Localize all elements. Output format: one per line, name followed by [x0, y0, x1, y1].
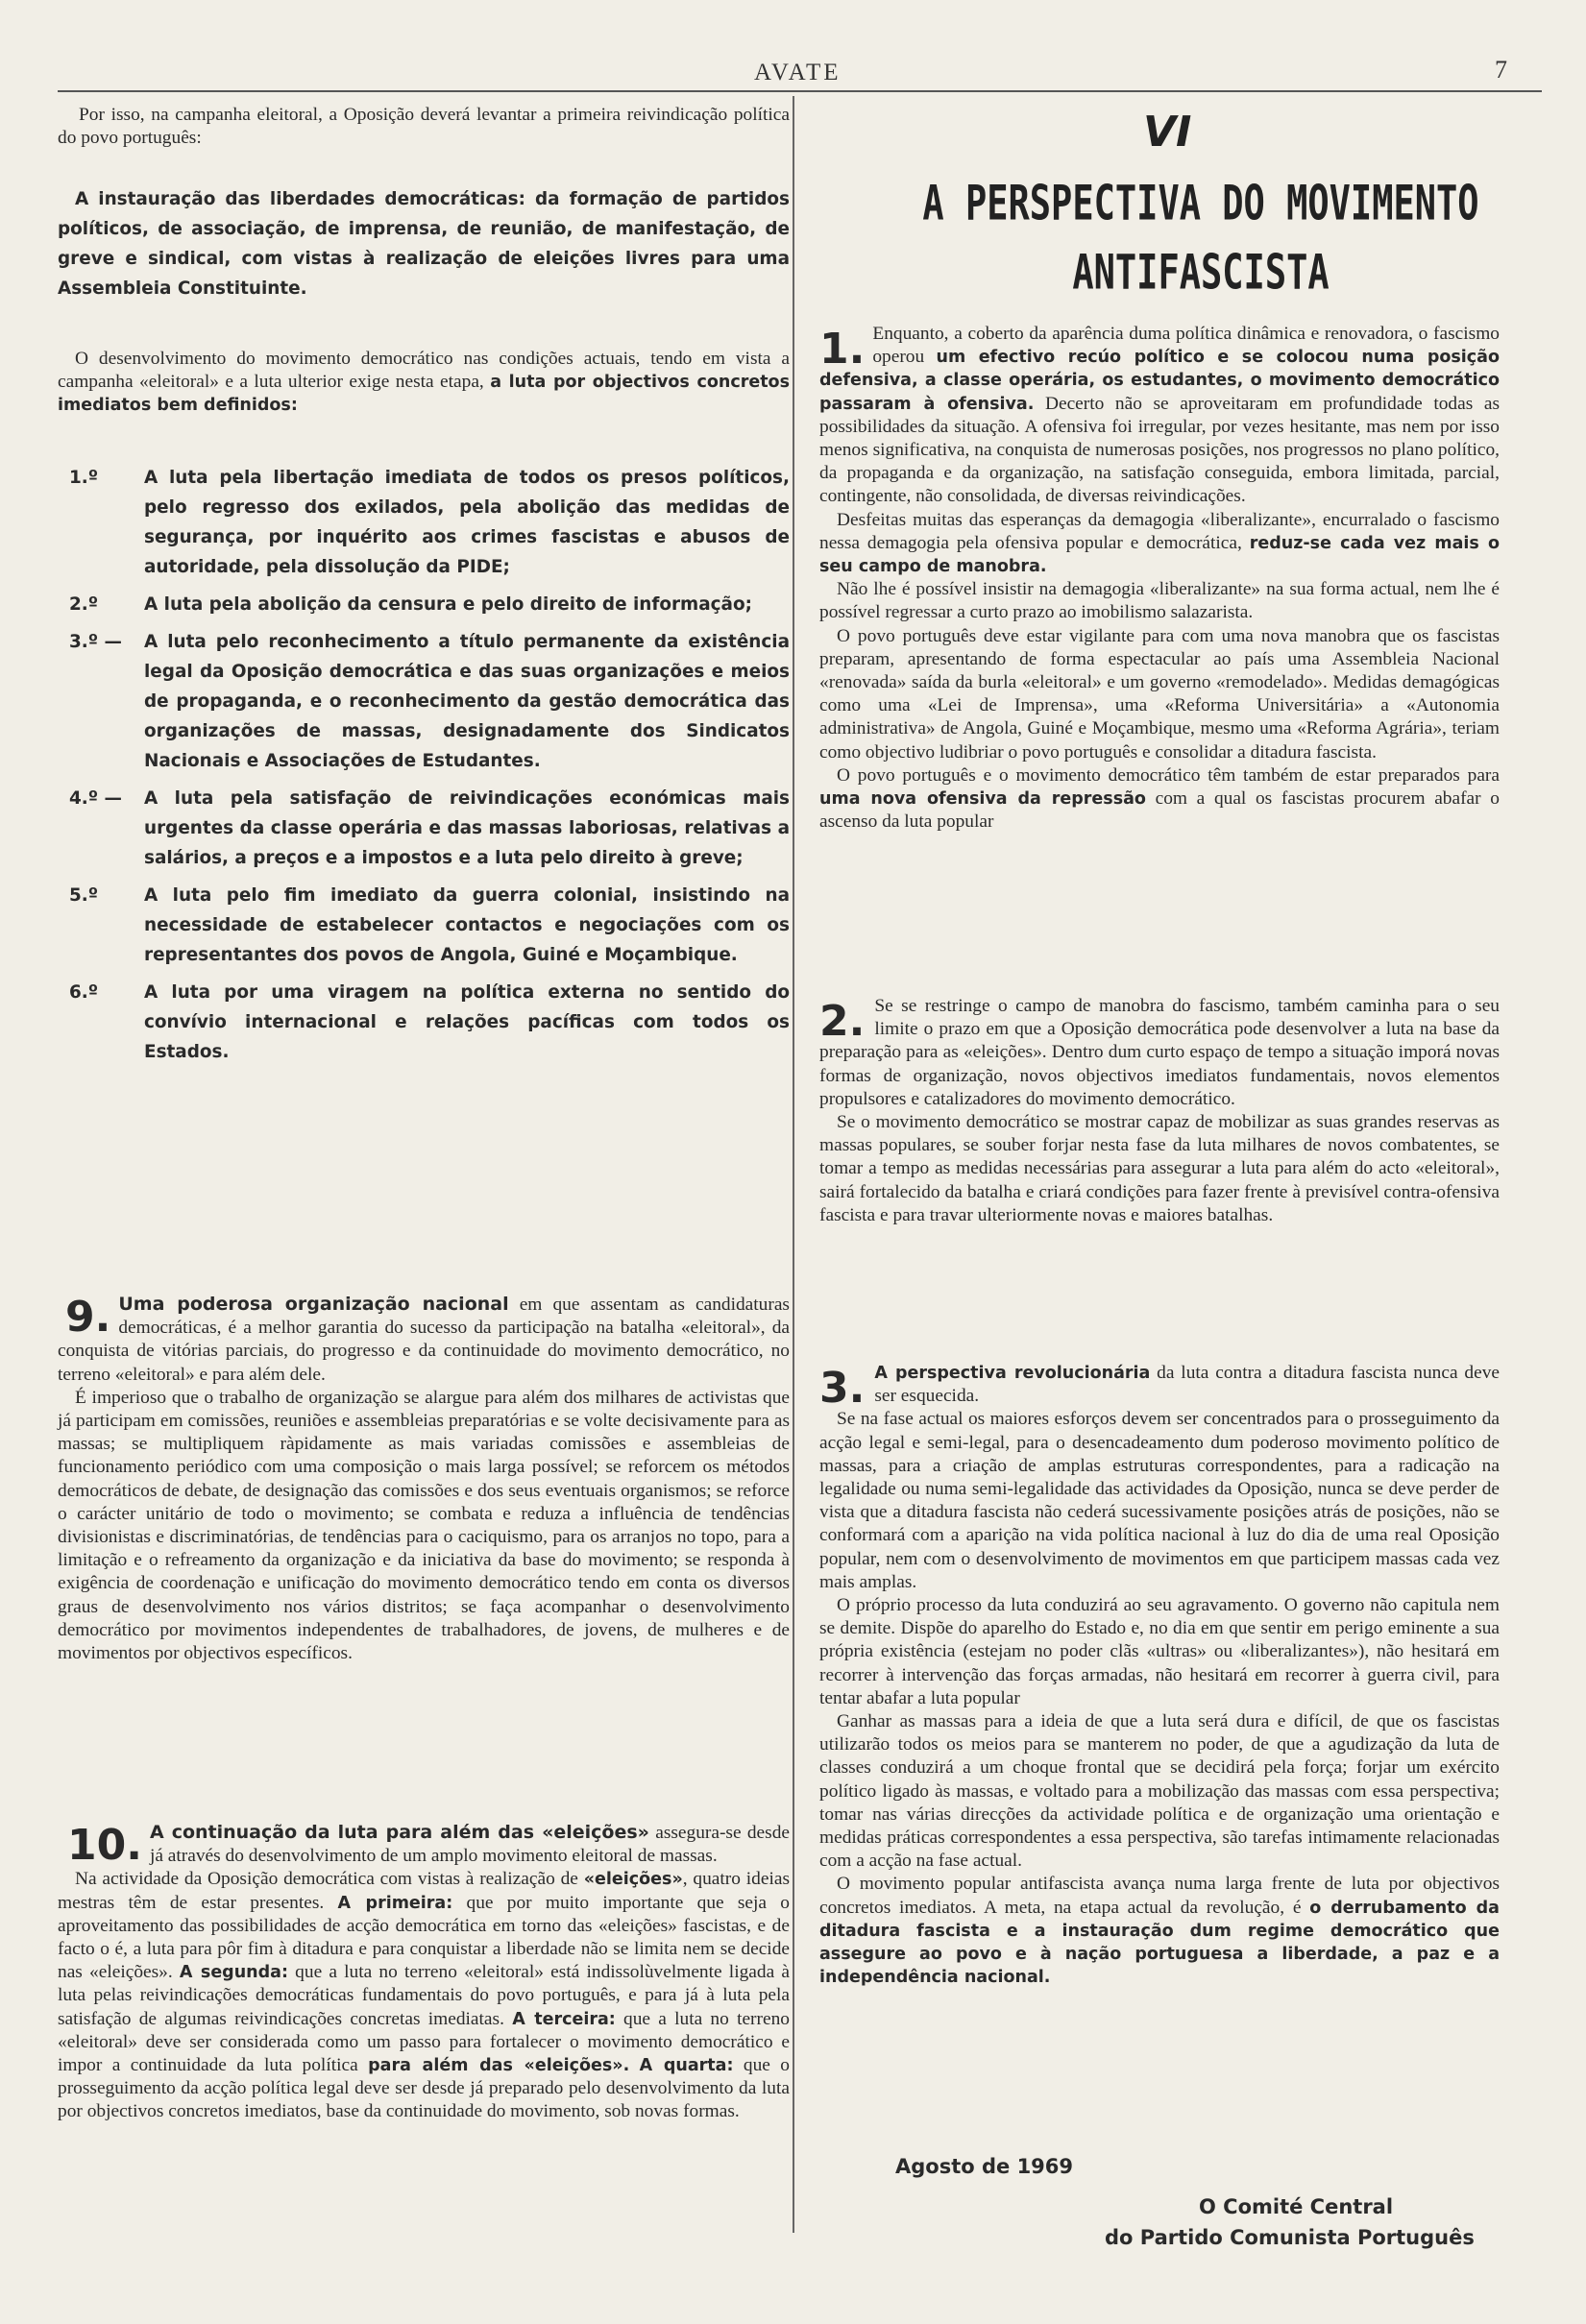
list-item-text: A luta pela abolição da censura e pelo direito de informação; — [144, 594, 752, 615]
list-item — [69, 463, 790, 582]
list-item-number: 4.º — — [69, 788, 122, 809]
article-title-line2: ANTIFASCISTA — [1072, 244, 1330, 301]
text-span: com a qual os fascistas procurem abafar o ascenso da luta popular — [819, 788, 1500, 833]
signature-line-1: O Comité Central — [1199, 2195, 1394, 2218]
section-3-paragraph-2: Se na fase actual os maiores esforços devem ser concentrados para o prosseguimento da acção legal e semi-legal, para o desencadeamento dum poderoso movimento político de massas, para a criação de amplas estruturas correspondentes, para a radicação na legalidade ou numa semi-legalidade das actividades da Oposição, nunca se deve perder de vista que a ditadura fascista não cederá sucessivamente posições atrás de posições, não se conformará com a aparição na vida política nacional à luz do dia de uma real Oposição popular, nem com o desenvolvimento de movimentos em que participem massas cada vez mais amplas. — [819, 1409, 1500, 1592]
list-item-number: 5.º — [69, 885, 99, 906]
text-span-bold: um efectivo recúo político e se colocou numa posição defensiva, a classe operária, os estudantes, o movimento democrático passaram à ofensiva. — [819, 348, 1501, 414]
signature-line-2: do Partido Comunista Português — [1105, 2226, 1475, 2249]
development-emphasis: a luta por objectivos concretos imediatos bem definidos: — [58, 373, 790, 416]
list-item-number: 1.º — [69, 468, 99, 488]
text-span-bold: A primeira: — [337, 1893, 453, 1913]
text-span-bold: «eleições» — [583, 1870, 683, 1890]
article-title-line1: A PERSPECTIVA DO MOVIMENTO — [922, 175, 1479, 231]
list-item — [69, 978, 790, 1067]
text-span: que o prosseguimento da acção política legal deve ser desde já preparado pelo desenvolvimento da luta por objectivos concretos imediatos, base da continuidade do movimento, sob novas formas. — [58, 2055, 790, 2122]
section-3-paragraph-5 — [819, 1873, 1500, 1989]
text-span-bold: o derrubamento da ditadura fascista e a instauração dum regime democrático que assegure ao povo e à nação portuguesa a liberdade, a paz e a independência nacional. — [819, 1898, 1500, 1988]
section-3-number: 3. — [819, 1364, 866, 1413]
section-3-paragraph-3: O próprio processo da luta conduzirá ao seu agravamento. O governo não capitula nem se demite. Dispõe do aparelho do Estado e, no dia em que sentir em perigo eminente a sua própria existência (estejam no poder clãs «ultras» ou «liberalizantes»), não hesitará em recorrer à intervenção das forças armadas, não hesitará em recorrer à guerra civil, para tentar abafar a luta popular — [819, 1595, 1500, 1708]
intro-paragraph: Por isso, na campanha eleitoral, a Oposição deverá levantar a primeira reivindicação política do povo português: — [58, 105, 790, 149]
section-roman-numeral: VI — [1143, 108, 1192, 157]
date-line: Agosto de 1969 — [895, 2155, 1074, 2178]
list-item-number: 2.º — [69, 594, 99, 615]
section-9-lead — [58, 1293, 790, 1387]
text-span: Na actividade da Oposição democrática com vistas à realização de — [75, 1869, 578, 1890]
text-span: que por muito importante que seja o aproveitamento das possibilidades de acção democrática em torno das «eleições» fascistas, e de facto o é, a luta para pôr fim à ditadura e para conquistar a liberdade não se limita nem se decide nas «eleições». — [58, 1892, 790, 1983]
section-1-number: 1. — [819, 325, 866, 374]
section-10-lead — [58, 1821, 790, 1868]
text-span: O povo português e o movimento democrático têm também de estar preparados para — [837, 764, 1500, 786]
demand-paragraph: A instauração das liberdades democráticas: da formação de partidos políticos, de associação, de imprensa, de reunião, de manifestação, de greve e sindical, com vistas à realização de eleições livres para uma Assembleia Constituinte. — [58, 189, 790, 299]
demand-block — [58, 184, 790, 303]
text-span-bold: uma nova ofensiva da repressão — [819, 789, 1146, 810]
text-span-bold: A segunda: — [179, 1963, 288, 1983]
list-item — [69, 627, 790, 776]
right-section-1 — [819, 323, 1500, 834]
section-1-paragraph — [819, 323, 1500, 509]
page-number: 7 — [1495, 56, 1507, 84]
section-3-paragraph-4: Ganhar as massas para a ideia de que a luta será dura e difícil, de que os fascistas utilizarão todos os meios para se manterem no poder, de que a agudização da luta de classes conduzirá a um choque frontal que se decidirá pela força; forjar um exército político ligado às massas, e voltado para a mobilização das massas com essa perspectiva; tomar nas várias direcções da actividade política e de organização uma orientação e medidas práticas correspondentes a essa perspectiva, são tarefas intimamente relacionadas com a acção na fase actual. — [819, 1711, 1500, 1872]
list-item-number: 3.º — — [69, 632, 122, 652]
list-item-number: 6.º — [69, 982, 99, 1003]
list-item-text: A luta pela libertação imediata de todos os presos políticos, pelo regresso dos exilados, pela abolição das medidas de segurança, por inquérito aos crimes fascistas e abusos de autoridade, pela dissolução da PIDE; — [144, 468, 790, 577]
right-section-2 — [819, 995, 1500, 1227]
text-span: Se se restringe o campo de manobra do fascismo, também caminha para o seu limite o prazo em que a Oposição democrática pode desenvolver a luta na base da preparação para as «eleições». Dentro dum curto espaço de tempo a situação imporá novas formas de organização, novos objectivos imediatos fundamentais, novos elementos propulsores e catalizadores do movimento democrático. — [819, 996, 1500, 1109]
section-10-number: 10. — [67, 1821, 142, 1870]
list-item — [69, 784, 790, 873]
text-span: da luta contra a ditadura fascista nunca deve ser esquecida. — [874, 1363, 1500, 1407]
text-span-bold: reduz-se cada vez mais o seu campo de manobra. — [819, 533, 1500, 577]
text-span-bold: para além das «eleições». — [368, 2056, 630, 2076]
list-item — [69, 881, 790, 970]
section-10-paragraph — [58, 1868, 790, 2123]
development-block — [58, 348, 790, 418]
section-2-paragraph-2: Se o movimento democrático se mostrar capaz de mobilizar as suas grandes reservas as massas populares, se souber forjar nesta fase da luta milhares de novos combatentes, se tomar a tempo as medidas necessárias para assegurar a luta para além do acto «eleitoral», sairá fortalecido da batalha e criará condições para fazer frente à previsível contra-ofensiva fascista e para travar ulteriormente novas e maiores batalhas. — [819, 1112, 1500, 1225]
section-2-paragraph — [819, 995, 1500, 1111]
list-item-text: A luta pelo reconhecimento a título permanente da existência legal da Oposição democrática e das suas organizações e meios de propaganda, e o reconhecimento da gestão democrática das organizações de massas, designadamente dos Sindicatos Nacionais e Associações de Estudantes. — [144, 632, 790, 771]
text-span: que a luta no terreno «eleitoral» deve ser considerada como um passo para fortalecer o movimento democrático e impor a continuidade da luta política — [58, 2008, 790, 2076]
section-9-paragraph: É imperioso que o trabalho de organização se alargue para além dos milhares de activistas que já participam em comissões, reuniões e assembleias preparatórias e se volte decisivamente para as massas; se multipliquem ràpidamente as mais variadas comissões e assembleias de funcionamento periódico com uma composição o mais larga possível; se reforcem os métodos democráticos de debate, de designação das comissões e dos seus eventuais organismos; se reforce o carácter unitário de todo o movimento; se combata e reduza a influência de tendências divisionistas e discriminatórias, de tendências para o caciquismo, para os arranjos no topo, para a limitação e o refreamento da organização e da iniciativa da base do movimento; se responda à exigência de coordenação e unificação do movimento democrático tendo em conta os diversos graus de desenvolvimento nos vários distritos; se faça acompanhar o desenvolvimento democrático por movimentos independentes de trabalhadores, de jovens, de mulheres e de movimentos por objectivos específicos. — [58, 1387, 790, 1664]
section-9-lead-bold: Uma poderosa organização nacional — [118, 1294, 509, 1315]
text-span: , quatro ideias mestras têm de estar presentes. — [58, 1869, 790, 1913]
section-10-lead-text: assegura-se desde já através do desenvolvimento de um amplo movimento eleitoral de massas. — [149, 1823, 791, 1867]
development-text: O desenvolvimento do movimento democrático nas condições actuais, tendo em vista a campanha «eleitoral» e a luta ulterior exige nesta etapa, — [58, 349, 790, 393]
demands-list — [58, 463, 790, 1067]
section-10-lead-bold: A continuação da luta para além das «eleições» — [149, 1822, 649, 1843]
text-span-bold: A terceira: — [512, 2009, 616, 2029]
right-section-3 — [819, 1362, 1500, 1989]
section-1-paragraph-2 — [819, 509, 1500, 579]
section-9-lead-text: em que assentam as candidaturas democráticas, é a melhor garantia do sucesso da participação na batalha «eleitoral», da conquista de vitórias parciais, do progresso e da continuidade do movimento democrático, no terreno «eleitoral» e para além dele. — [58, 1295, 790, 1385]
text-span: Decerto não se aproveitaram em profundidade todas as possibilidades da situação. A ofensiva foi irregular, por vezes hesitante, mas nem por isso menos significativa, na conquista de numerosas posições, nos progressos no plano político, da propaganda e da organização, na satisfação conseguida, embora limitada, parcial, contingente, não consolidada, de diversas reivindicações. — [819, 393, 1501, 507]
section-9-number: 9. — [65, 1293, 111, 1342]
list-item-text: A luta pela satisfação de reivindicações económicas mais urgentes da classe operária e das massas laboriosas, relativas a salários, a preços e a impostos e a luta pelo direito à greve; — [144, 788, 790, 868]
header-rule — [58, 90, 1542, 92]
text-span-bold: A quarta: — [639, 2056, 734, 2076]
text-span: O movimento popular antifascista avança numa larga frente de luta por objectivos concretos imediatos. A meta, na etapa actual da revolução, é — [819, 1874, 1500, 1918]
section-3-lead — [819, 1362, 1500, 1413]
list-item-text: A luta pelo fim imediato da guerra colonial, insistindo na necessidade de estabelecer contactos e negociações com os representantes dos povos de Angola, Guiné e Moçambique. — [144, 885, 790, 965]
section-2-number: 2. — [819, 997, 866, 1046]
text-span: que a luta no terreno «eleitoral» está indissolùvelmente ligada à luta pelas reivindicações democráticas fundamentais do povo português, e para já à luta pela satisfação de algumas reivindicações concretas imediatas. — [58, 1962, 790, 2029]
left-column — [58, 104, 790, 150]
section-1-paragraph-4: O povo português deve estar vigilante para com uma nova manobra que os fascistas preparam, apresentando de forma espectacular ao país uma Assembleia Nacional «renovada» saída da burla «eleitoral» e um governo «remodelado». Medidas demagógicas como uma «Lei de Imprensa», uma «Reforma Universitária» a «Autonomia administrativa» de Angola, Guiné e Moçambique, mesmo uma «Reforma Agrária», teriam como objectivo ludibriar o povo português e consolidar a ditadura fascista. — [819, 625, 1500, 763]
section-9 — [58, 1293, 790, 1665]
publication-title: AVATE — [754, 60, 842, 85]
column-divider — [793, 96, 794, 2233]
section-1-paragraph-5 — [819, 764, 1500, 835]
development-paragraph — [58, 348, 790, 418]
list-item — [69, 590, 790, 619]
section-10 — [58, 1821, 790, 2124]
text-span: Enquanto, a coberto da aparência duma política dinâmica e renovadora, o fascismo operou — [872, 324, 1500, 368]
text-span: Desfeitas muitas das esperanças da demagogia «liberalizante», encurralado o fascismo nessa demagogia pela ofensiva popular e democrática, — [819, 509, 1500, 553]
text-span-bold: A perspectiva revolucionária — [874, 1364, 1151, 1383]
list-item-text: A luta por uma viragem na política externa no sentido do convívio internacional e relações pacíficas com todos os Estados. — [144, 982, 790, 1062]
section-1-paragraph-3: Não lhe é possível insistir na demagogia «liberalizante» na sua forma actual, nem lhe é possível regressar a curto prazo ao imobilismo salazarista. — [819, 579, 1500, 623]
